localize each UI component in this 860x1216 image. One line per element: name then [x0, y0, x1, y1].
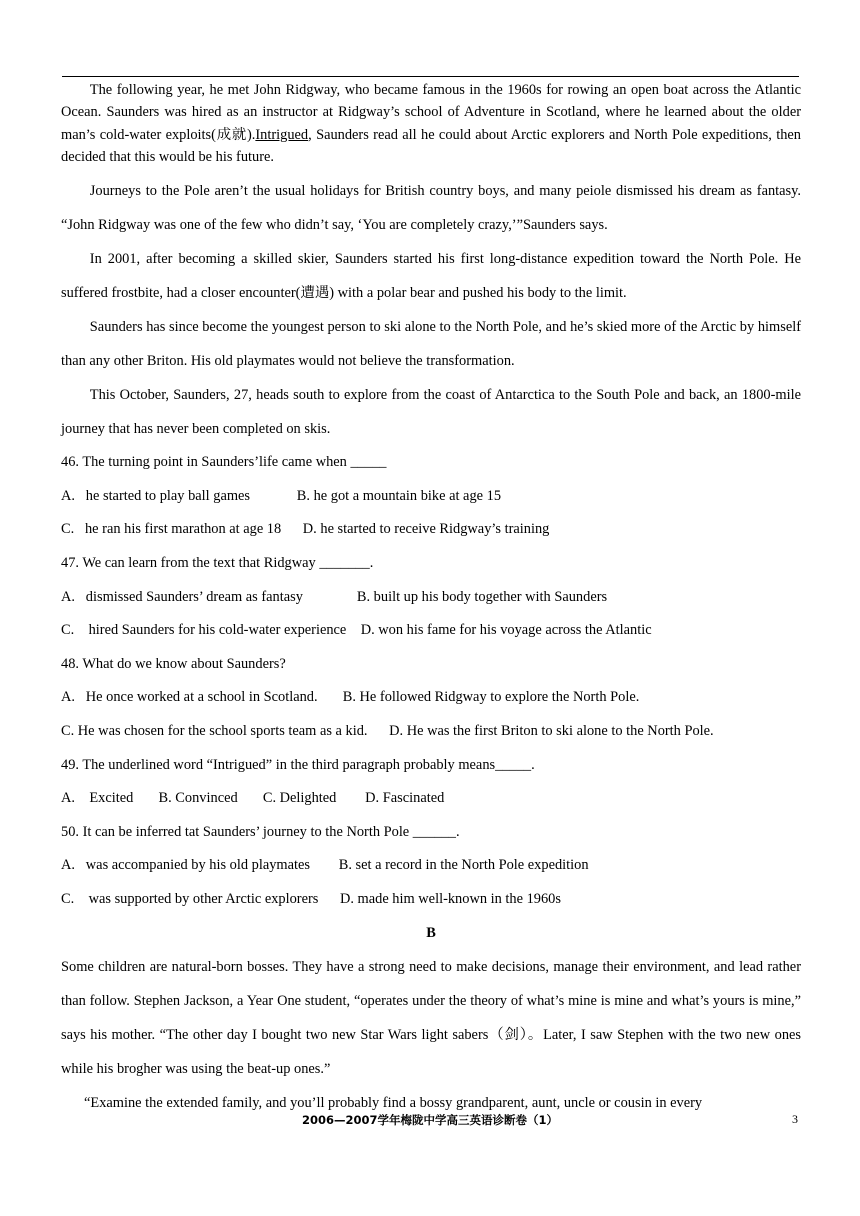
header-rule — [62, 76, 799, 77]
question-47 — [61, 547, 801, 648]
option-line: C. hired Saunders for his cold-water experience D. won his fame for his voyage across the Atlantic — [61, 622, 652, 639]
option-line: C. he ran his first marathon at age 18 D. he started to receive Ridgway’s training — [61, 521, 550, 538]
option-line: C. was supported by other Arctic explorers D. made him well-known in the 1960s — [61, 890, 561, 907]
underlined-word: Intrigued — [255, 126, 309, 143]
paragraph-journeys: Journeys to the Pole aren’t the usual holidays for British country boys, and many peiole dismissed his dream as fantasy. “John Ridgway was one of the few who didn’t say, ‘You are completely crazy,’”Saunders says. — [61, 183, 801, 234]
question-stem: 48. What do we know about Saunders? — [61, 655, 286, 672]
option-line: A. Excited B. Convinced C. Delighted D. Fascinated — [61, 790, 445, 807]
option-line: A. was accompanied by his old playmates B. set a record in the North Pole expedition — [61, 857, 589, 874]
question-50 — [61, 816, 801, 917]
footer-title: 2006—2007学年梅陇中学高三英语诊断卷（1） — [301, 1113, 558, 1127]
paragraph-october: This October, Saunders, 27, heads south to explore from the coast of Antarctica to the South Pole and back, an 1800-mile journey that has never been completed on skis. — [61, 387, 801, 438]
option-line: C. He was chosen for the school sports team as a kid. D. He was the first Briton to ski alone to the North Pole. — [61, 722, 714, 739]
paragraph-ridgway: The following year, he met John Ridgway, who became famous in the 1960s for rowing an open boat across the Atlantic Ocean. Saunders was hired as an instructor at Ridgway’s school of Adventure in Scotland, where he learned about the older man’s cold-water exploits(成就).Intrigued, Saunders read all he could about Arctic explorers and North Pole expeditions, then decided that this would be his future. — [61, 82, 801, 165]
question-stem: 46. The turning point in Saunders’life came when _____ — [61, 454, 387, 471]
page-content — [61, 79, 801, 1120]
question-46 — [61, 446, 801, 547]
option-line: A. He once worked at a school in Scotland. B. He followed Ridgway to explore the North Pole. — [61, 689, 640, 706]
option-line: A. he started to play ball games B. he got a mountain bike at age 15 — [61, 487, 502, 504]
section-heading: B — [426, 924, 436, 941]
question-48 — [61, 648, 801, 749]
option-line: A. dismissed Saunders’ dream as fantasy B. built up his body together with Saunders — [61, 588, 608, 605]
question-stem: 47. We can learn from the text that Ridgway _______. — [61, 554, 374, 571]
paragraph-youngest: Saunders has since become the youngest person to ski alone to the North Pole, and he’s skied more of the Arctic by himself than any other Briton. His old playmates would not believe the transformation. — [61, 319, 801, 370]
paragraph-2001: In 2001, after becoming a skilled skier, Saunders started his first long-distance expedition toward the North Pole. He suffered frostbite, had a closer encounter(遭遇) with a polar bear and pushed his body to the limit. — [61, 251, 801, 302]
page-number: 3 — [792, 1112, 798, 1126]
question-49 — [61, 749, 801, 816]
paragraph-bosses: Some children are natural-born bosses. They have a strong need to make decisions, manage their environment, and lead rather than follow. Stephen Jackson, a Year One student, “operates under the theory of what’s mine is mine and what’s yours is mine,” says his mother. “The other day I bought two new Star Wars light sabers（剑）。Later, I saw Stephen with the two new ones while his brogher was using the beat-up ones.” — [61, 959, 801, 1078]
question-stem: 50. It can be inferred tat Saunders’ journey to the North Pole ______. — [61, 823, 460, 840]
question-stem: 49. The underlined word “Intrigued” in the third paragraph probably means_____. — [61, 756, 535, 773]
paragraph-extended-family: “Examine the extended family, and you’ll probably find a bossy grandparent, aunt, uncle or cousin in every — [84, 1095, 703, 1112]
